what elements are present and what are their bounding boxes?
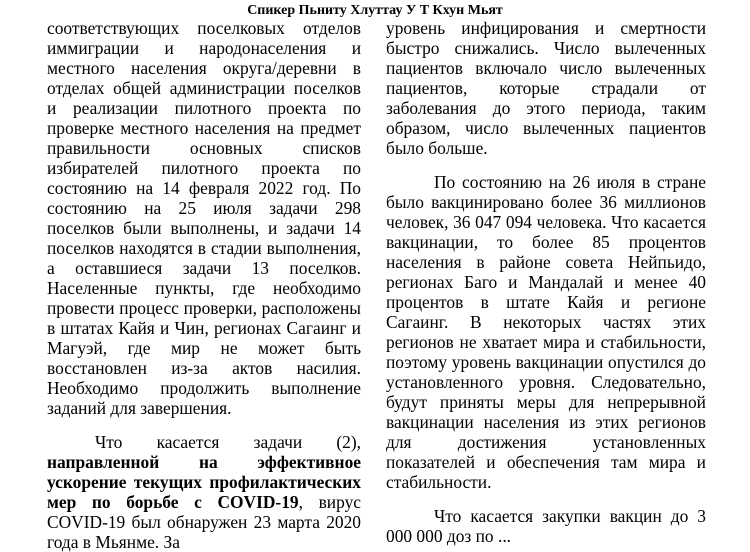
left-paragraph-2-rest: , вирус COVID-19 был обнаружен 23 марта 2020 года в Мьянме. За — [47, 492, 361, 552]
left-column — [47, 18, 361, 552]
left-paragraph-2-bold: направленной на эффективное ускорение текущих профилактических мер по борьбе с COVID-19 — [47, 452, 361, 512]
right-column — [386, 18, 706, 546]
left-paragraph-1: соответствующих поселковых отделов иммиграции и народонаселения и местного населения округа/деревни в отделах общей администрации поселков и реализации пилотного проекта по проверке местного населения на предмет правильности основных списков избирателей пилотного проекта по состоянию на 14 февраля 2022 год. По состоянию на 25 июля задачи 298 поселков были выполнены, и задачи 14 поселков находятся в стадии выполнения, а оставшиеся задачи 13 поселков. Населенные пункты, где необходимо провести процесс проверки, расположены в штатах Кайя и Чин, регионах Сагаинг и Магуэй, где мир не может быть восстановлен из-за актов насилия. Необходимо продолжить выполнение заданий для завершения. — [47, 18, 361, 418]
page-header: Спикер Пьниту Хлуттау У Т Кхун Мьят — [247, 3, 503, 18]
right-paragraph-2: По состоянию на 26 июля в стране было вакцинировано более 36 миллионов человек, 36 047 094 человека. Что касается вакцинации, то более 85 процентов населения в районе совета Нейпьидо, регионах Баго и Мандалай и менее 40 процентов в штате Кайя и регионе Сагаинг. В некоторых частях этих регионов не хватает мира и стабильности, поэтому уровень вакцинации опустился до установленного уровня. Следовательно, будут приняты меры для непрерывной вакцинации населения из этих регионов для достижения установленных показателей и обеспечения там мира и стабильности. — [386, 172, 706, 492]
right-paragraph-3: Что касается закупки вакцин до 3 000 000 доз по ... — [386, 506, 706, 546]
left-paragraph-2 — [47, 432, 361, 552]
left-paragraph-2-start: Что касается задачи (2), — [95, 432, 361, 452]
right-paragraph-1: уровень инфицирования и смертности быстро снижались. Число вылеченных пациентов включало число вылеченных пациентов, которые страдали от заболевания до этого периода, таким образом, число вылеченных пациентов было больше. — [386, 18, 706, 158]
